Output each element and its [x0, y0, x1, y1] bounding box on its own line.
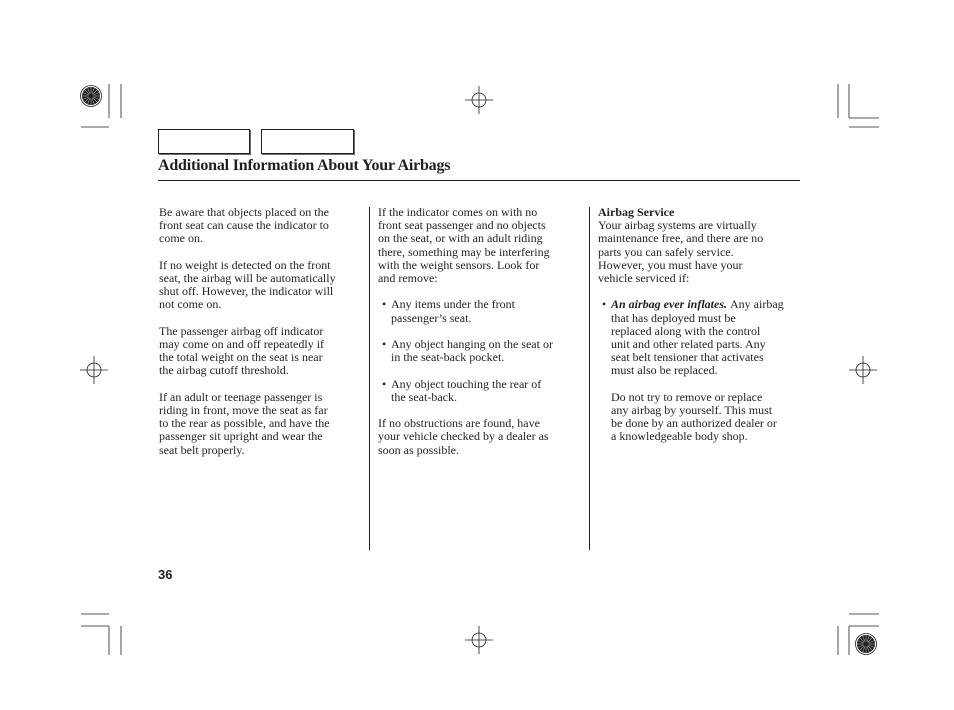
- crosshair-left-icon: [80, 356, 108, 384]
- column-2: [378, 206, 583, 470]
- crosshair-bottom-icon: [465, 626, 493, 654]
- nav-tab-button-right[interactable]: [261, 129, 354, 154]
- registration-target-bottom-right-icon: [856, 634, 877, 655]
- bullet-icon: •: [382, 297, 387, 312]
- bullet-text: Any items under the front passenger’s seat.: [391, 297, 515, 325]
- column-divider-1: [369, 207, 370, 550]
- paragraph: The passenger airbag off indicator may come on and off repeatedly if the total weight on the seat is near the airbag cutoff threshold.: [159, 323, 325, 378]
- bullet-item: [378, 298, 583, 324]
- bullet-text: Any object touching the rear of the seat-back.: [391, 376, 542, 404]
- page-number: 36: [158, 567, 173, 582]
- column-3: [598, 206, 803, 457]
- crosshair-right-icon: [849, 356, 877, 384]
- column-divider-2: [589, 207, 590, 550]
- bullet-item: [378, 338, 583, 364]
- page-title: Additional Information About Your Airbags: [158, 157, 451, 174]
- nav-tab-button-left[interactable]: [158, 129, 250, 154]
- paragraph: Your airbag systems are virtually maintenance free, and there are no parts you can safely service. However, you must have your vehicle serviced if:: [598, 218, 764, 286]
- bullet-text: [611, 298, 803, 377]
- paragraph: If no obstructions are found, have your vehicle checked by a dealer as soon as possible.: [378, 416, 549, 457]
- section-heading: Airbag Service: [598, 205, 675, 219]
- bullet-item: [378, 378, 583, 404]
- bullet-text: Any object hanging on the seat or in the seat-back pocket.: [391, 337, 553, 365]
- paragraph: If no weight is detected on the front seat, the airbag will be automatically shut off. However, the indicator will not come on.: [159, 257, 336, 312]
- crosshair-top-icon: [465, 86, 493, 114]
- registration-target-top-left-icon: [81, 86, 102, 107]
- bullet-icon: •: [602, 297, 607, 312]
- note-paragraph: Do not try to remove or replace any airbag by yourself. This must be done by an authorized dealer or a knowledgeable body shop.: [611, 389, 777, 444]
- crop-mark-top-right: [838, 84, 879, 127]
- bullet-icon: •: [382, 337, 387, 351]
- paragraph: Be aware that objects placed on the front seat can cause the indicator to come on.: [159, 205, 329, 246]
- title-rule: [158, 180, 800, 181]
- bullet-body: Any airbag that has deployed must be replaced along with the control unit and other related parts. Any seat belt tensioner that activates must also be replaced.: [611, 297, 784, 378]
- column-1: [159, 206, 364, 470]
- bullet-icon: •: [382, 376, 387, 391]
- bullet-lead: An airbag ever inflates.: [611, 297, 727, 312]
- paragraph: If the indicator comes on with no front seat passenger and no objects on the seat, or with an adult riding there, something may be interfering with the weight sensors. Look for and remove:: [378, 205, 550, 286]
- crop-mark-bottom-left: [81, 614, 121, 655]
- bullet-item: [598, 298, 803, 377]
- paragraph: If an adult or teenage passenger is riding in front, move the seat as far to the rear as possible, and have the passenger sit upright and wear the seat belt properly.: [159, 389, 330, 457]
